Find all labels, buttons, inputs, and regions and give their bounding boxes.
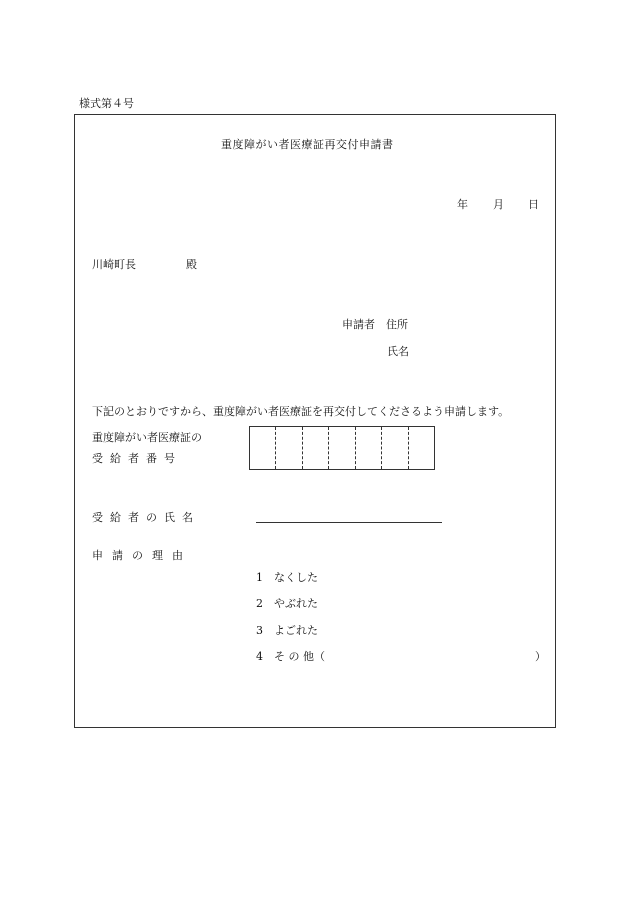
addressee-honorific: 殿 — [186, 258, 197, 271]
recipient-number-digit-cell[interactable] — [303, 427, 329, 469]
recipient-number-digit-cell[interactable] — [382, 427, 408, 469]
recipient-name-field[interactable] — [256, 522, 442, 523]
certificate-label-line2: 受給者番号 — [92, 452, 182, 465]
applicant-name-label: 氏名 — [387, 345, 409, 358]
document-title: 重度障がい者医療証再交付申請書 — [221, 138, 394, 151]
date-month-label: 月 — [493, 198, 504, 211]
date-year-label: 年 — [457, 198, 468, 211]
request-statement: 下記のとおりですから、重度障がい者医療証を再交付してくださるよう申請します。 — [92, 405, 510, 418]
recipient-name-label: 受給者の氏名 — [92, 511, 200, 524]
addressee-name: 川崎町長 — [92, 258, 136, 271]
applicant-address-label: 住所 — [386, 318, 408, 331]
reason-other-close-paren: ） — [535, 650, 546, 663]
reason-option-torn: 2 やぶれた — [256, 597, 318, 610]
recipient-number-digit-cell[interactable] — [276, 427, 302, 469]
reason-option-other: 4 そ の 他（ — [256, 650, 325, 663]
recipient-number-digit-cell[interactable] — [250, 427, 276, 469]
date-day-label: 日 — [528, 198, 539, 211]
applicant-label: 申請者 — [342, 318, 375, 331]
reason-option-dirty: 3 よごれた — [256, 624, 318, 637]
certificate-label-line1: 重度障がい者医療証の — [92, 431, 202, 444]
reason-label: 申請の理由 — [92, 549, 192, 562]
recipient-number-digit-cell[interactable] — [329, 427, 355, 469]
form-number: 様式第４号 — [79, 97, 134, 110]
recipient-number-digit-cell[interactable] — [409, 427, 434, 469]
reason-option-lost: 1 なくした — [256, 571, 318, 584]
recipient-number-digit-cell[interactable] — [356, 427, 382, 469]
recipient-number-box[interactable] — [249, 426, 435, 470]
